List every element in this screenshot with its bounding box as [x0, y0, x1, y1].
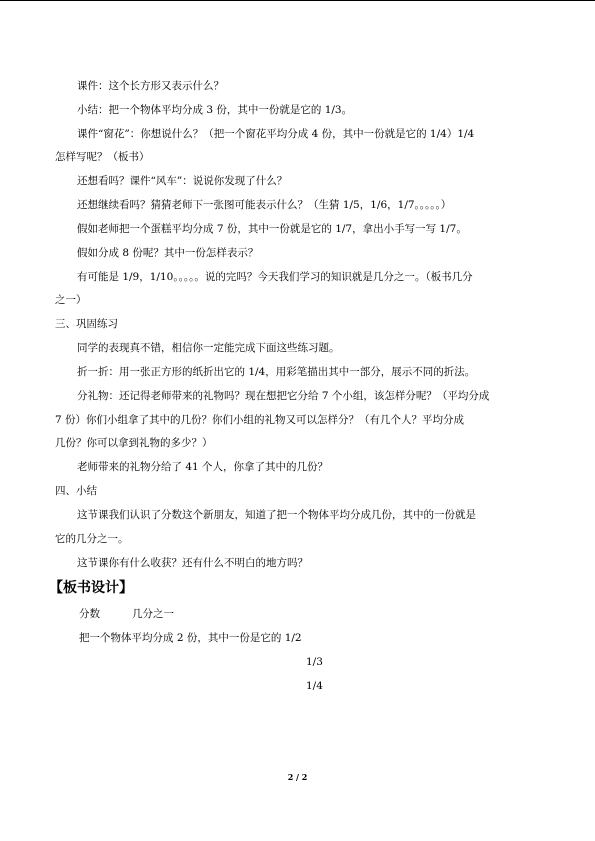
body-line: 这节课你有什么收获？还有什么不明白的地方吗？ [77, 557, 308, 569]
body-line: 老师带来的礼物分给了 41 个人，你拿了其中的几份？ [77, 461, 329, 473]
body-line: 7 份）你们小组拿了其中的几份？你们小组的礼物又可以怎样分？（有几个人？平均分成 [55, 414, 465, 426]
body-line: 分礼物：还记得老师带来的礼物吗？现在想把它分给 7 个小组，该怎样分呢？（平均分成 [77, 390, 490, 402]
body-line: 还想看吗？课件“风车”：说说你发现了什么？ [77, 175, 288, 187]
body-line: 假如老师把一个蛋糕平均分成 7 份，其中一份就是它的 1/7，拿出小手写一写 1/7。 [77, 223, 467, 235]
section-heading-summary: 四、小结 [55, 485, 97, 497]
body-line: 这节课我们认识了分数这个新朋友，知道了把一个物体平均分成几份，其中的一份就是 [77, 509, 476, 521]
body-line: 几份？你可以拿到礼物的多少？） [55, 437, 213, 449]
board-title-right: 几分之一 [132, 608, 174, 620]
page-number: 2 / 2 [287, 772, 308, 782]
board-design-heading: 【板书设计】 [49, 580, 133, 596]
body-line: 同学的表现真不错，相信你一定能完成下面这些练习题。 [77, 342, 340, 354]
body-line: 小结：把一个物体平均分成 3 份，其中一份就是它的 1/3。 [77, 104, 353, 116]
body-line: 课件“窗花”：你想说什么？（把一个窗花平均分成 4 份，其中一份就是它的 1/4）1/4 [77, 128, 475, 140]
page-top-rule [0, 0, 595, 1]
board-fraction: 1/4 [306, 680, 323, 692]
section-heading-consolidation: 三、巩固练习 [55, 318, 118, 330]
board-title-left: 分数 [79, 608, 100, 620]
board-fraction: 1/3 [306, 656, 323, 668]
body-line: 还想继续看吗？猜猜老师下一张图可能表示什么？（生猜 1/5，1/6，1/7。。。。。） [77, 199, 452, 211]
body-line: 它的几分之一。 [55, 533, 129, 545]
body-line: 怎样写呢？（板书） [55, 151, 150, 163]
board-main-line: 把一个物体平均分成 2 份，其中一份是它的 1/2 [79, 632, 302, 644]
body-line: 折一折：用一张正方形的纸折出它的 1/4，用彩笔描出其中一部分，展示不同的折法。 [77, 366, 476, 378]
body-line: 之一） [55, 294, 87, 306]
body-line: 假如分成 8 份呢？其中一份怎样表示？ [77, 247, 259, 259]
body-line: 有可能是 1/9，1/10。。。。。说的完吗？今天我们学习的知识就是几分之一。（板书几分 [77, 271, 473, 283]
body-line: 课件：这个长方形又表示什么？ [77, 80, 224, 92]
